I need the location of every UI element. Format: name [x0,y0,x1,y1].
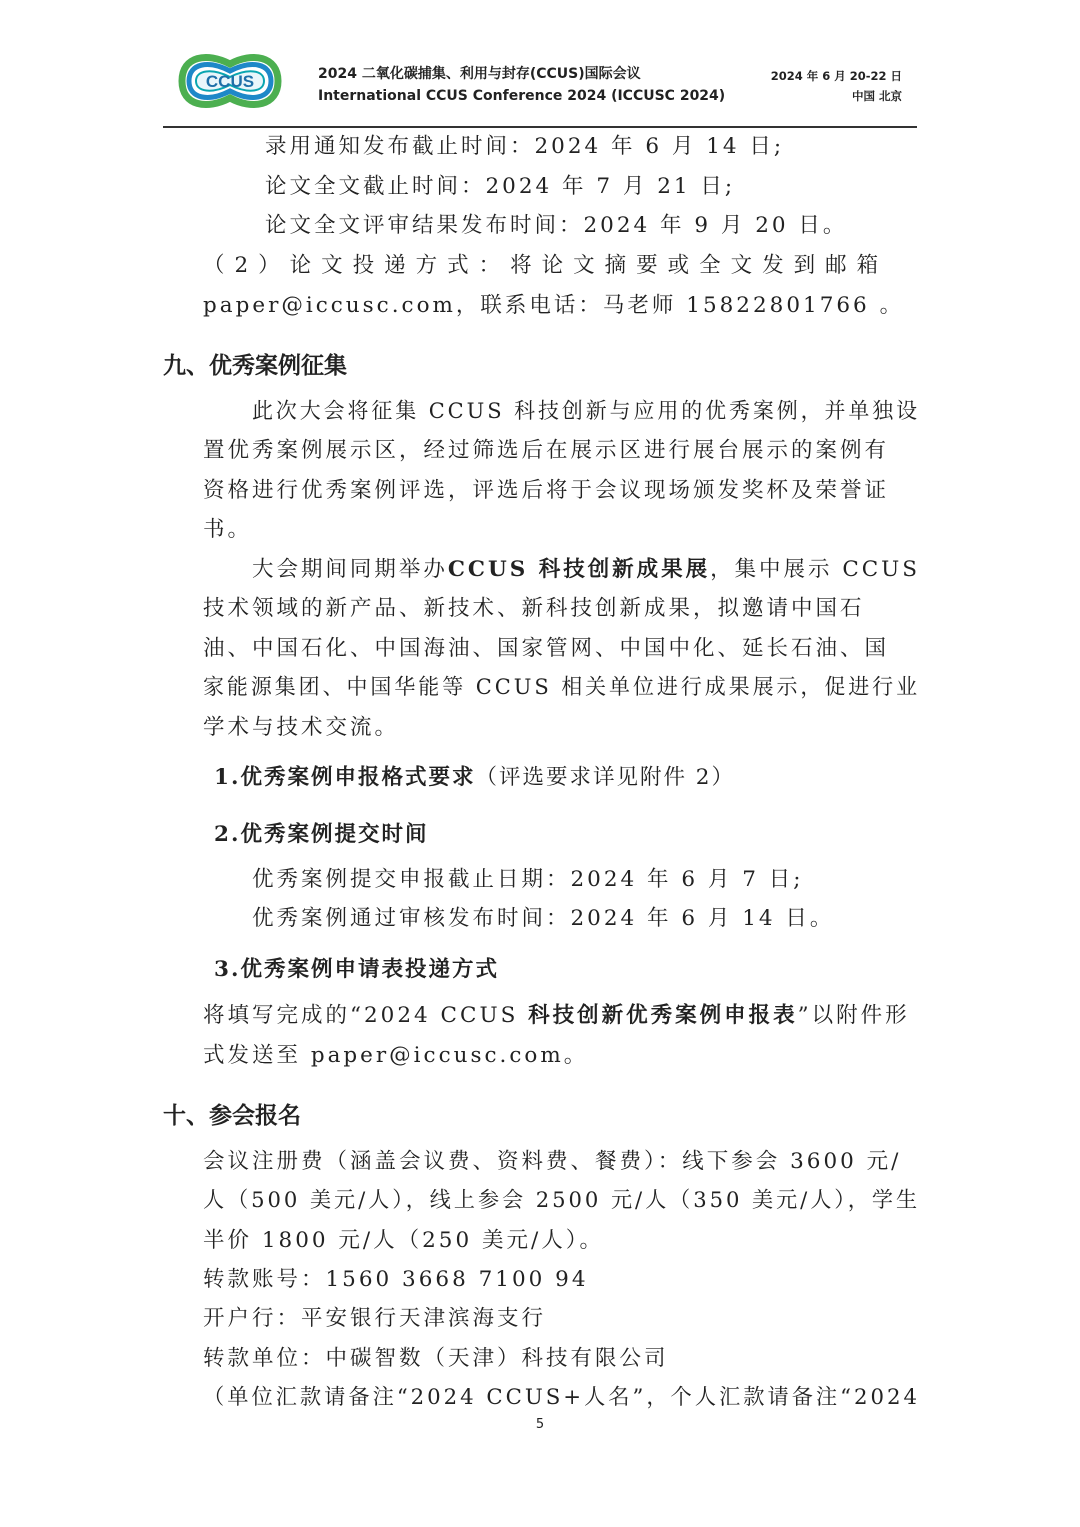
intro-line-4: （2）论文投递方式：将论文摘要或全文发到邮箱 [203,253,889,278]
section-9-para2-line1 [252,557,920,583]
section-10-heading: 十、参会报名 [163,1103,301,1129]
bank-name: 开户行：平安银行天津滨海支行 [203,1306,547,1331]
conference-title-cn: 2024 二氧化碳捕集、利用与封存(CCUS)国际会议 [318,66,641,82]
conference-location: 中国 北京 [851,89,902,103]
fee-line-2: 人（500 美元/人），线上参会 2500 元/人（350 美元/人），学生 [203,1188,921,1213]
para2-lead: 大会期间同期举办 [252,557,448,582]
section-9-para1-line2: 置优秀案例展示区，经过筛选后在展示区进行展台展示的案例有 [203,438,890,463]
section-9-para2-line2: 技术领域的新产品、新技术、新科技创新成果，拟邀请中国石 [203,596,865,621]
sub3-line1-a: 将填写完成的“2024 CCUS [203,1003,529,1028]
page-number: 5 [535,1417,545,1432]
subsection-2-line2: 优秀案例通过审核发布时间：2024 年 6 月 14 日。 [252,906,835,931]
subsection-1-title: 1.优秀案例申报格式要求 [214,765,476,790]
section-9-para2-line4: 家能源集团、中国华能等 CCUS 相关单位进行成果展示，促进行业 [203,675,921,700]
subsection-1-note: （评选要求详见附件 2） [475,765,735,790]
section-9-para2-line3: 油、中国石化、中国海油、国家管网、中国中化、延长石油、国 [203,636,890,661]
conference-date-location [771,66,902,106]
intro-line-5: paper@iccusc.com，联系电话：马老师 15822801766 。 [203,293,905,318]
bank-account: 转款账号：1560 3668 7100 94 [203,1267,589,1292]
logo-text: CCUS [205,72,255,91]
exhibition-name: CCUS 科技创新成果展 [447,557,711,582]
subsection-3-line1 [203,1003,910,1029]
section-9-para1-line1: 此次大会将征集 CCUS 科技创新与应用的优秀案例，并单独设 [252,399,921,424]
conference-title-en: International CCUS Conference 2024 (ICCUSC 2024) [318,88,726,104]
intro-line-3: 论文全文评审结果发布时间：2024 年 9 月 20 日。 [265,213,848,238]
payee-name: 转款单位：中碳智数（天津）科技有限公司 [203,1346,669,1371]
remittance-note: （单位汇款请备注“2024 CCUS+人名”，个人汇款请备注“2024 [203,1385,920,1410]
subsection-2-title: 2.优秀案例提交时间 [214,822,429,847]
application-form-name: 科技创新优秀案例申报表 [528,1003,798,1028]
conference-date: 2024 年 6 月 20-22 日 [770,69,902,83]
intro-line-2: 论文全文截止时间：2024 年 7 月 21 日; [265,174,736,199]
conference-title [318,63,725,107]
intro-line-1: 录用通知发布截止时间：2024 年 6 月 14 日; [265,134,785,159]
header-divider [163,126,917,128]
subsection-2-line1: 优秀案例提交申报截止日期：2024 年 6 月 7 日; [252,867,804,892]
subsection-1 [214,765,735,791]
subsection-3-title: 3.优秀案例申请表投递方式 [214,957,499,982]
para2-tail: ，集中展示 CCUS [710,557,921,582]
section-9-heading: 九、优秀案例征集 [163,353,347,379]
fee-line-3: 半价 1800 元/人（250 美元/人）。 [203,1228,604,1253]
ccus-logo [172,46,288,116]
section-9-para1-line3: 资格进行优秀案例评选，评选后将于会议现场颁发奖杯及荣誉证 [203,478,890,503]
sub3-line1-b: ”以附件形 [797,1003,910,1028]
section-9-para1-line4: 书。 [203,517,253,542]
fee-line-1: 会议注册费（涵盖会议费、资料费、餐费）：线下参会 3600 元/ [203,1149,902,1174]
subsection-3-line2: 式发送至 paper@iccusc.com。 [203,1043,589,1068]
section-9-para2-line5: 学术与技术交流。 [203,715,400,740]
